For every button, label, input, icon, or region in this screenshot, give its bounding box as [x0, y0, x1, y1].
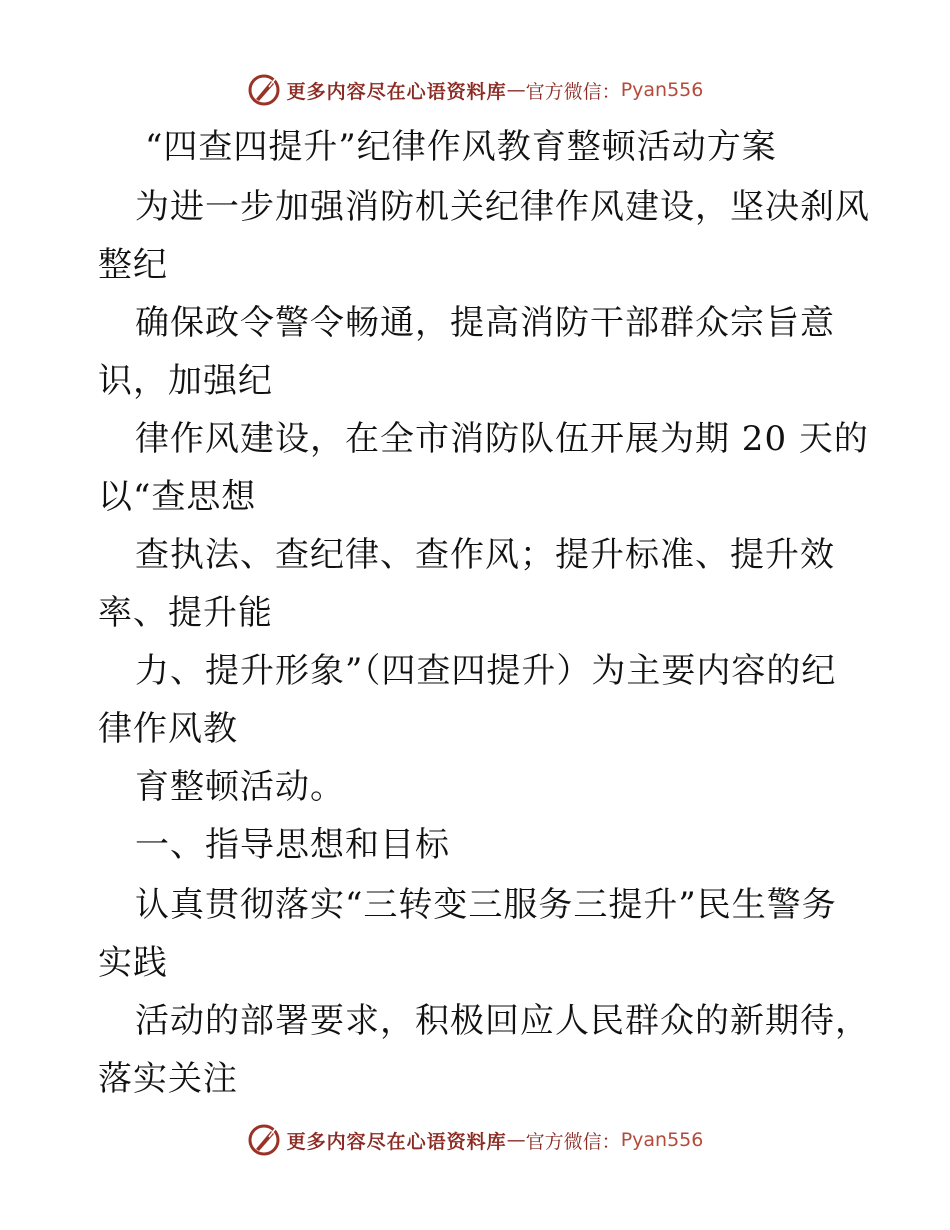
body-line: 率、提升能 [98, 593, 273, 633]
document-title: “四查四提升”纪律作风教育整顿活动方案 [145, 127, 777, 167]
section-heading: 一、指导思想和目标 [135, 825, 450, 865]
body-line: 育整顿活动。 [135, 767, 345, 807]
banner-dash: — [506, 79, 526, 101]
banner-wechat-label: 官方微信： [525, 80, 621, 103]
banner-dash: — [506, 1129, 526, 1151]
body-line: 为进一步加强消防机关纪律作风建设，坚决刹风 [135, 187, 870, 227]
body-line: 律作风建设，在全市消防队伍开展为期 20 天的 [135, 419, 869, 459]
body-line: 查执法、查纪律、查作风；提升标准、提升效 [135, 535, 835, 575]
banner-wechat-id: Pyan556 [620, 79, 704, 101]
body-line: 力、提升形象”（四查四提升）为主要内容的纪 [135, 651, 837, 691]
body-line: 认真贯彻落实“三转变三服务三提升”民生警务 [135, 885, 837, 925]
body-line: 律作风教 [98, 709, 238, 749]
banner-lead-text: 更多内容尽在心语资料库 [286, 1130, 507, 1153]
header-watermark [0, 70, 950, 110]
banner-lead-text: 更多内容尽在心语资料库 [286, 80, 507, 103]
body-line: 确保政令警令畅通，提高消防干部群众宗旨意 [135, 303, 835, 343]
quill-seal-icon [247, 1123, 281, 1157]
body-line: 活动的部署要求，积极回应人民群众的新期待， [135, 1001, 870, 1041]
banner-wechat-label: 官方微信： [525, 1130, 621, 1153]
quill-seal-icon [247, 73, 281, 107]
body-line: 识，加强纪 [98, 361, 273, 401]
body-line: 实践 [98, 943, 168, 983]
body-line: 整纪 [98, 245, 168, 285]
banner-wechat-id: Pyan556 [620, 1129, 704, 1151]
footer-watermark [0, 1120, 950, 1160]
body-line: 落实关注 [98, 1059, 238, 1099]
body-line: 以“查思想 [98, 477, 257, 517]
